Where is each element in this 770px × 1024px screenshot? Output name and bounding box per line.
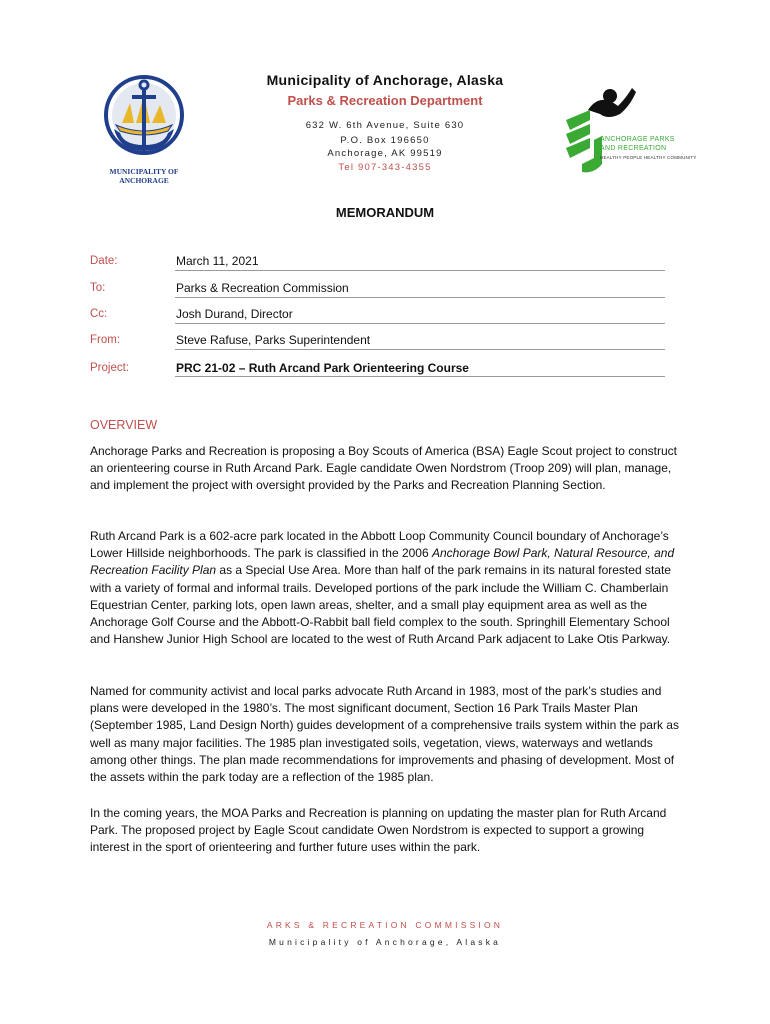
footer-commission: ARKS & RECREATION COMMISSION (266, 920, 504, 930)
project-label: Project: (90, 362, 129, 374)
address-line-1: 632 W. 6th Avenue, Suite 630 (305, 120, 465, 131)
logo-tagline: HEALTHY PEOPLE HEALTHY COMMUNITY (600, 155, 697, 160)
logo-text-line2: AND RECREATION (600, 145, 667, 152)
parks-recreation-logo (560, 80, 685, 176)
paragraph-3: Named for community activist and local parks advocate Ruth Arcand in 1983, most of the park’s studies and plans were developed in the 1980’s. The most significant document, Section 16 Park Trails Master Plan (September 1985, Land Design North) guides development of a comprehensive trails system within the park as well as many major facilities. The 1985 plan investigated soils, vegetation, views, waterways and wetlands among other things. The plan made recommendations for improvements and phasing of development. Most of the assets within the park today are a reflection of the 1985 plan. (90, 684, 679, 785)
seal-text-line2: ANCHORAGE (119, 176, 169, 185)
project-value: PRC 21-02 – Ruth Arcand Park Orienteering Course (176, 361, 469, 375)
municipality-seal-logo (100, 75, 188, 193)
paragraph-2 (90, 528, 685, 648)
cc-value: Josh Durand, Director (176, 307, 293, 321)
date-value: March 11, 2021 (176, 254, 259, 268)
field-divider (175, 349, 665, 350)
plan-title-italic: Anchorage Bowl Park, Natural Resource, and Recreation Facility Plan (90, 546, 675, 578)
field-divider (175, 323, 665, 324)
field-divider (175, 376, 665, 377)
address-line-3: Anchorage, AK 99519 (327, 148, 443, 159)
paragraph-1: Anchorage Parks and Recreation is proposing a Boy Scouts of America (BSA) Eagle Scout project to construct an orienteering course in Ruth Arcand Park. Eagle candidate Owen Nordstrom (Troop 209) will plan, manage, and implement the project with oversight provided by the Parks and Recreation Planning Section. (90, 444, 677, 493)
seal-text-line1: MUNICIPALITY OF (109, 167, 179, 176)
field-divider (175, 270, 665, 271)
organization-name: Municipality of Anchorage, Alaska (266, 72, 504, 88)
address-line-2: P.O. Box 196650 (340, 135, 430, 146)
overview-heading: OVERVIEW (90, 418, 158, 432)
memo-title: MEMORANDUM (335, 205, 435, 220)
logo-text-line1: ANCHORAGE PARKS (600, 136, 675, 143)
from-value: Steve Rafuse, Parks Superintendent (176, 333, 371, 347)
cc-label: Cc: (90, 308, 108, 320)
date-label: Date: (90, 255, 118, 267)
to-label: To: (90, 282, 106, 294)
to-value: Parks & Recreation Commission (176, 281, 349, 295)
department-name: Parks & Recreation Department (287, 93, 483, 108)
field-divider (175, 297, 665, 298)
footer-municipality: Municipality of Anchorage, Alaska (268, 937, 502, 947)
paragraph-2-part-b: as a Special Use Area. More than half of the park remains in its natural forested state with a variety of formal and informal trails. Developed portions of the park include the William C. Chamberlain Equestrian Center, parking lots, open lawn areas, shelter, and a small play equipment area as well as the Anchorage Golf Course and the Abbott-O-Rabbit ball field complex to the south. Springhill Elementary School and Hanshew Junior High School are located to the west of Ruth Arcand Park adjacent to Lake Otis Parkway. (90, 563, 671, 647)
from-label: From: (90, 334, 121, 346)
paragraph-4: In the coming years, the MOA Parks and Recreation is planning on updating the master plan for Ruth Arcand Park. The proposed project by Eagle Scout candidate Owen Nordstrom is expected to support a growing interest in the sport of orienteering and further future uses within the park. (90, 806, 667, 855)
paragraph-2-part-a: Ruth Arcand Park is a 602-acre park located in the Abbott Loop Community Council boundary of Anchorage’s Lower Hillside neighborhoods. The park is classified in the 2006 (90, 529, 669, 561)
telephone: Tel 907-343-4355 (338, 162, 432, 173)
